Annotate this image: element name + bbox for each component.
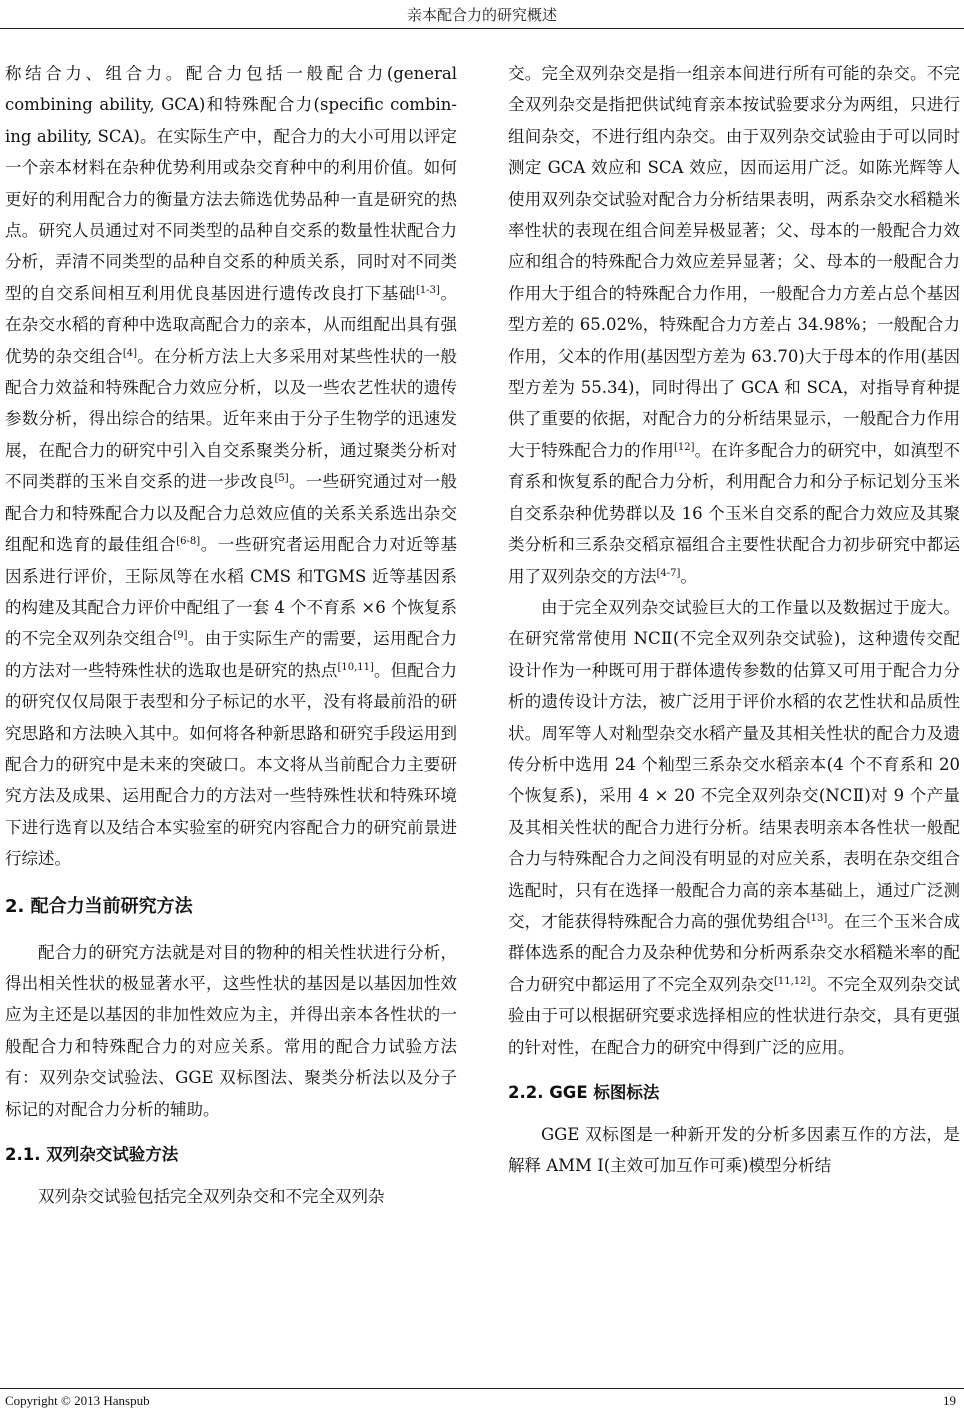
citation: [13] bbox=[806, 912, 828, 924]
left-paragraph-1: 称结合力、组合力。配合力包括一般配合力(general combining ability, GCA)和特殊配合力(specific combin-ing ability, SCA)。在实际生产中，配合力的大小可用以评定一个亲本材料在杂种优势利用或杂交育种中的利用价值。如何更好的利用配合力的衡量方法去筛选优势品种一直是研究的热点。研究人员通过对不同类型的品种自交系的数量性状配合力分析，弄清不同类型的品种自交系的种质关系，同时对不同类型的自交系间相互利用优良基因进行遗传改良打下基础[1-3]。在杂交水稻的育种中选取高配合力的亲本，从而组配出具有强优势的杂交组合[4]。在分析方法上大多采用对某些性状的一般配合力效益和特殊配合力效应分析，以及一些农艺性状的遗传参数分析，得出综合的结果。近年来由于分子生物学的迅速发展，在配合力的研究中引入自交系聚类分析，通过聚类分析对不同类群的玉米自交系的进一步改良[5]。一些研究通过对一般配合力和特殊配合力以及配合力总效应值的关系关系选出杂交组配和选育的最佳组合[6-8]。一些研究者运用配合力对近等基因系进行评价，王际凤等在水稻 CMS 和TGMS 近等基因系的构建及其配合力评价中配组了一套 4 个不育系 ×6 个恢复系的不完全双列杂交组合[9]。由于实际生产的需要，运用配合力的方法对一些特殊性状的选取也是研究的热点[10,11]。但配合力的研究仅仅局限于表型和分子标记的水平，没有将最前沿的研究思路和方法映入其中。如何将各种新思路和研究手段运用到配合力的研究中是未来的突破口。本文将从当前配合力主要研究方法及成果、运用配合力的方法对一些特殊性状和特殊环境下进行选育以及结合本实验室的研究内容配合力的研究前景进行综述。 bbox=[5, 64, 458, 869]
right-paragraph-2: 由于完全双列杂交试验巨大的工作量以及数据过于庞大。在研究常常使用 NCⅡ(不完全双列杂交试验)，这种遗传交配设计作为一种既可用于群体遗传参数的估算又可用于配合力分析的遗传设计方法，被广泛用于评价水稻的农艺性状和品质性状。周军等人对籼型杂交水稻产量及其相关性状的配合力及遗传分析中选用 24 个籼型三系杂交水稻亲本(4 个不育系和 20 个恢复系)，采用 4 × 20 不完全双列杂交(NCⅡ)对 9 个产量及其相关性状的配合力进行分析。结果表明亲本各性状一般配合力与特殊配合力之间没有明显的对应关系，表明在杂交组合选配时，只有在选择一般配合力高的亲本基础上，通过广泛测交，才能获得特殊配合力高的强优势组合[13]。在三个玉米合成群体选系的配合力及杂种优势和分析两系杂交水稻糙米率的配合力研究中都运用了不完全双列杂交[11,12]。不完全双列杂交试验由于可以根据研究要求选择相应的性状进行杂交，具有更强的针对性，在配合力的研究中得到广泛的应用。 bbox=[508, 597, 961, 1057]
section-heading-2-1: 2.1. 双列杂交试验方法 bbox=[5, 1145, 179, 1164]
footer-rule bbox=[0, 1388, 964, 1389]
citation: [4-7] bbox=[656, 567, 681, 579]
section-heading-2-2: 2.2. GGE 标图标法 bbox=[508, 1083, 660, 1102]
header-rule bbox=[0, 28, 964, 29]
page-number: 19 bbox=[943, 1393, 956, 1408]
citation: [12] bbox=[673, 441, 695, 453]
section-heading-2: 2. 配合力当前研究方法 bbox=[5, 895, 193, 917]
copyright-notice: Copyright © 2013 Hanspub bbox=[5, 1393, 150, 1408]
left-paragraph-2: 配合力的研究方法就是对目的物种的相关性状进行分析，得出相关性状的极显著水平，这些性状的基因是以基因加性效应为主还是以基因的非加性效应为主，并得出亲本各性状的一般配合力和特殊配合力的对应关系。常用的配合力试验方法有：双列杂交试验法、GGE 双标图法、聚类分析法以及分子标记的对配合力分析的辅助。 bbox=[5, 942, 457, 1119]
citation: [11,12] bbox=[773, 975, 811, 987]
left-paragraph-3: 双列杂交试验包括完全双列杂交和不完全双列杂 bbox=[38, 1187, 385, 1206]
citation: [6-8] bbox=[176, 536, 201, 548]
running-header: 亲本配合力的研究概述 bbox=[406, 6, 557, 24]
right-paragraph-3: GGE 双标图是一种新开发的分析多因素互作的方法，是解释 AMM I(主效可加互作可乘)模型分析结 bbox=[508, 1125, 960, 1176]
citation: [1-3] bbox=[415, 284, 440, 296]
citation: [9] bbox=[173, 630, 188, 642]
citation: [10,11] bbox=[337, 661, 374, 673]
left-column bbox=[5, 58, 457, 1212]
right-column bbox=[508, 58, 960, 1182]
right-paragraph-1: 交。完全双列杂交是指一组亲本间进行所有可能的杂交。不完全双列杂交是指把供试纯育亲本按试验要求分为两组，只进行组间杂交，不进行组内杂交。由于双列杂交试验由于可以同时测定 GCA 效应和 SCA 效应，因而运用广泛。如陈光辉等人使用双列杂交试验对配合力分析结果表明，两系杂交水稻糙米率性状的表现在组合间差异极显著；父、母本的一般配合力效应和组合的特殊配合力效应差异显著；父、母本的一般配合力作用大于组合的特殊配合力作用，一般配合力方差占总个基因型方差的 65.02%，特殊配合力方差占 34.98%；一般配合力作用，父本的作用(基因型方差为 63.70)大于母本的作用(基因型方差为 55.34)，同时得出了 GCA 和 SCA，对指导育种提供了重要的依据，对配合力的分析结果显示，一般配合力作用大于特殊配合力的作用[12]。在许多配合力的研究中，如滇型不育系和恢复系的配合力分析，利用配合力和分子标记划分玉米自交系杂种优势群以及 16 个玉米自交系的配合力效应及其聚类分析和三系杂交稻京福组合主要性状配合力初步研究中都运用了双列杂交的方法[4-7]。 bbox=[508, 64, 961, 586]
citation: [5] bbox=[274, 473, 289, 485]
citation: [4] bbox=[122, 347, 138, 359]
